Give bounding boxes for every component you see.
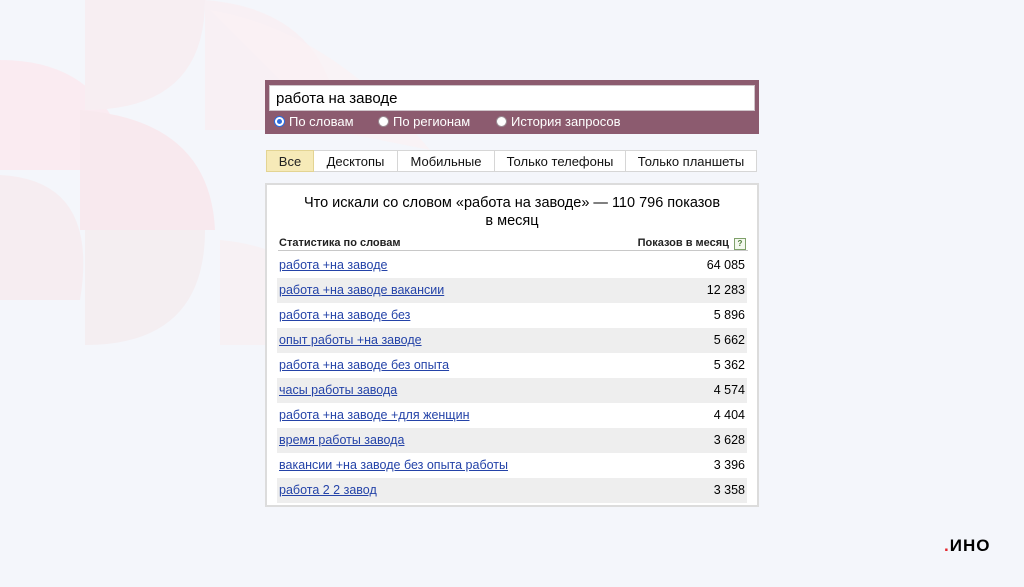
- impressions-count: 5 362: [713, 358, 745, 372]
- phrase-link[interactable]: опыт работы +на заводе: [279, 333, 422, 347]
- stats-title-line: в месяц: [485, 213, 539, 229]
- stats-title-line: Что искали со словом «работа на заводе» — 110 796 показов: [303, 195, 721, 211]
- radio-query-history[interactable]: [496, 114, 621, 129]
- table-row: [277, 378, 747, 403]
- help-icon[interactable]: ?: [734, 238, 746, 250]
- search-mode-radios: [274, 114, 754, 130]
- table-row: [277, 403, 747, 428]
- impressions-count: 3 628: [713, 433, 745, 447]
- impressions-count: 4 574: [713, 383, 745, 397]
- table-row: [277, 478, 747, 503]
- radio-label: История запросов: [511, 114, 621, 129]
- impressions-count: 3 358: [713, 483, 745, 497]
- table-row: [277, 278, 747, 303]
- column-header-count-label: Показов в месяц: [637, 237, 729, 249]
- phrase-link[interactable]: работа +на заводе вакансии: [279, 283, 445, 297]
- table-row: [277, 453, 747, 478]
- table-row: [277, 428, 747, 453]
- radio-checked-icon: [274, 116, 285, 127]
- device-tabs: [266, 150, 757, 172]
- column-header-count: [638, 237, 746, 250]
- table-row: [277, 303, 747, 328]
- logo-dot: .: [944, 536, 950, 555]
- tab-desktops[interactable]: Десктопы: [314, 150, 398, 172]
- column-header-phrase: Статистика по словам: [279, 237, 401, 249]
- radio-label: По словам: [289, 114, 354, 129]
- radio-unchecked-icon: [496, 116, 507, 127]
- tab-all[interactable]: Все: [266, 150, 314, 172]
- phrase-link[interactable]: работа +на заводе без: [279, 308, 411, 322]
- tab-phones-only[interactable]: Только телефоны: [495, 150, 626, 172]
- tab-mobile[interactable]: Мобильные: [398, 150, 495, 172]
- radio-unchecked-icon: [378, 116, 389, 127]
- radio-label: По регионам: [393, 114, 471, 129]
- radio-by-regions[interactable]: [378, 114, 470, 129]
- phrase-link[interactable]: работа +на заводе: [279, 258, 388, 272]
- stats-title: [287, 194, 737, 230]
- word-stats-panel: [265, 183, 759, 507]
- header-divider: [278, 250, 748, 251]
- logo-text: ИНО: [949, 536, 991, 555]
- search-panel: [265, 80, 759, 134]
- impressions-count: 5 896: [713, 308, 745, 322]
- table-row: [277, 328, 747, 353]
- table-row: [277, 253, 747, 278]
- phrase-link[interactable]: работа +на заводе без опыта: [279, 358, 450, 372]
- stats-table: [277, 253, 747, 503]
- phrase-link[interactable]: работа +на заводе +для женщин: [279, 408, 470, 422]
- search-input[interactable]: [269, 85, 755, 111]
- radio-by-words[interactable]: [274, 114, 354, 129]
- table-row: [277, 353, 747, 378]
- phrase-link[interactable]: время работы завода: [279, 433, 405, 447]
- ino-logo: [944, 536, 990, 556]
- impressions-count: 3 396: [713, 458, 745, 472]
- impressions-count: 12 283: [706, 283, 745, 297]
- phrase-link[interactable]: часы работы завода: [279, 383, 398, 397]
- impressions-count: 64 085: [706, 258, 745, 272]
- impressions-count: 5 662: [713, 333, 745, 347]
- phrase-link[interactable]: работа 2 2 завод: [279, 483, 377, 497]
- tab-tablets-only[interactable]: Только планшеты: [626, 150, 757, 172]
- impressions-count: 4 404: [713, 408, 745, 422]
- phrase-link[interactable]: вакансии +на заводе без опыта работы: [279, 458, 509, 472]
